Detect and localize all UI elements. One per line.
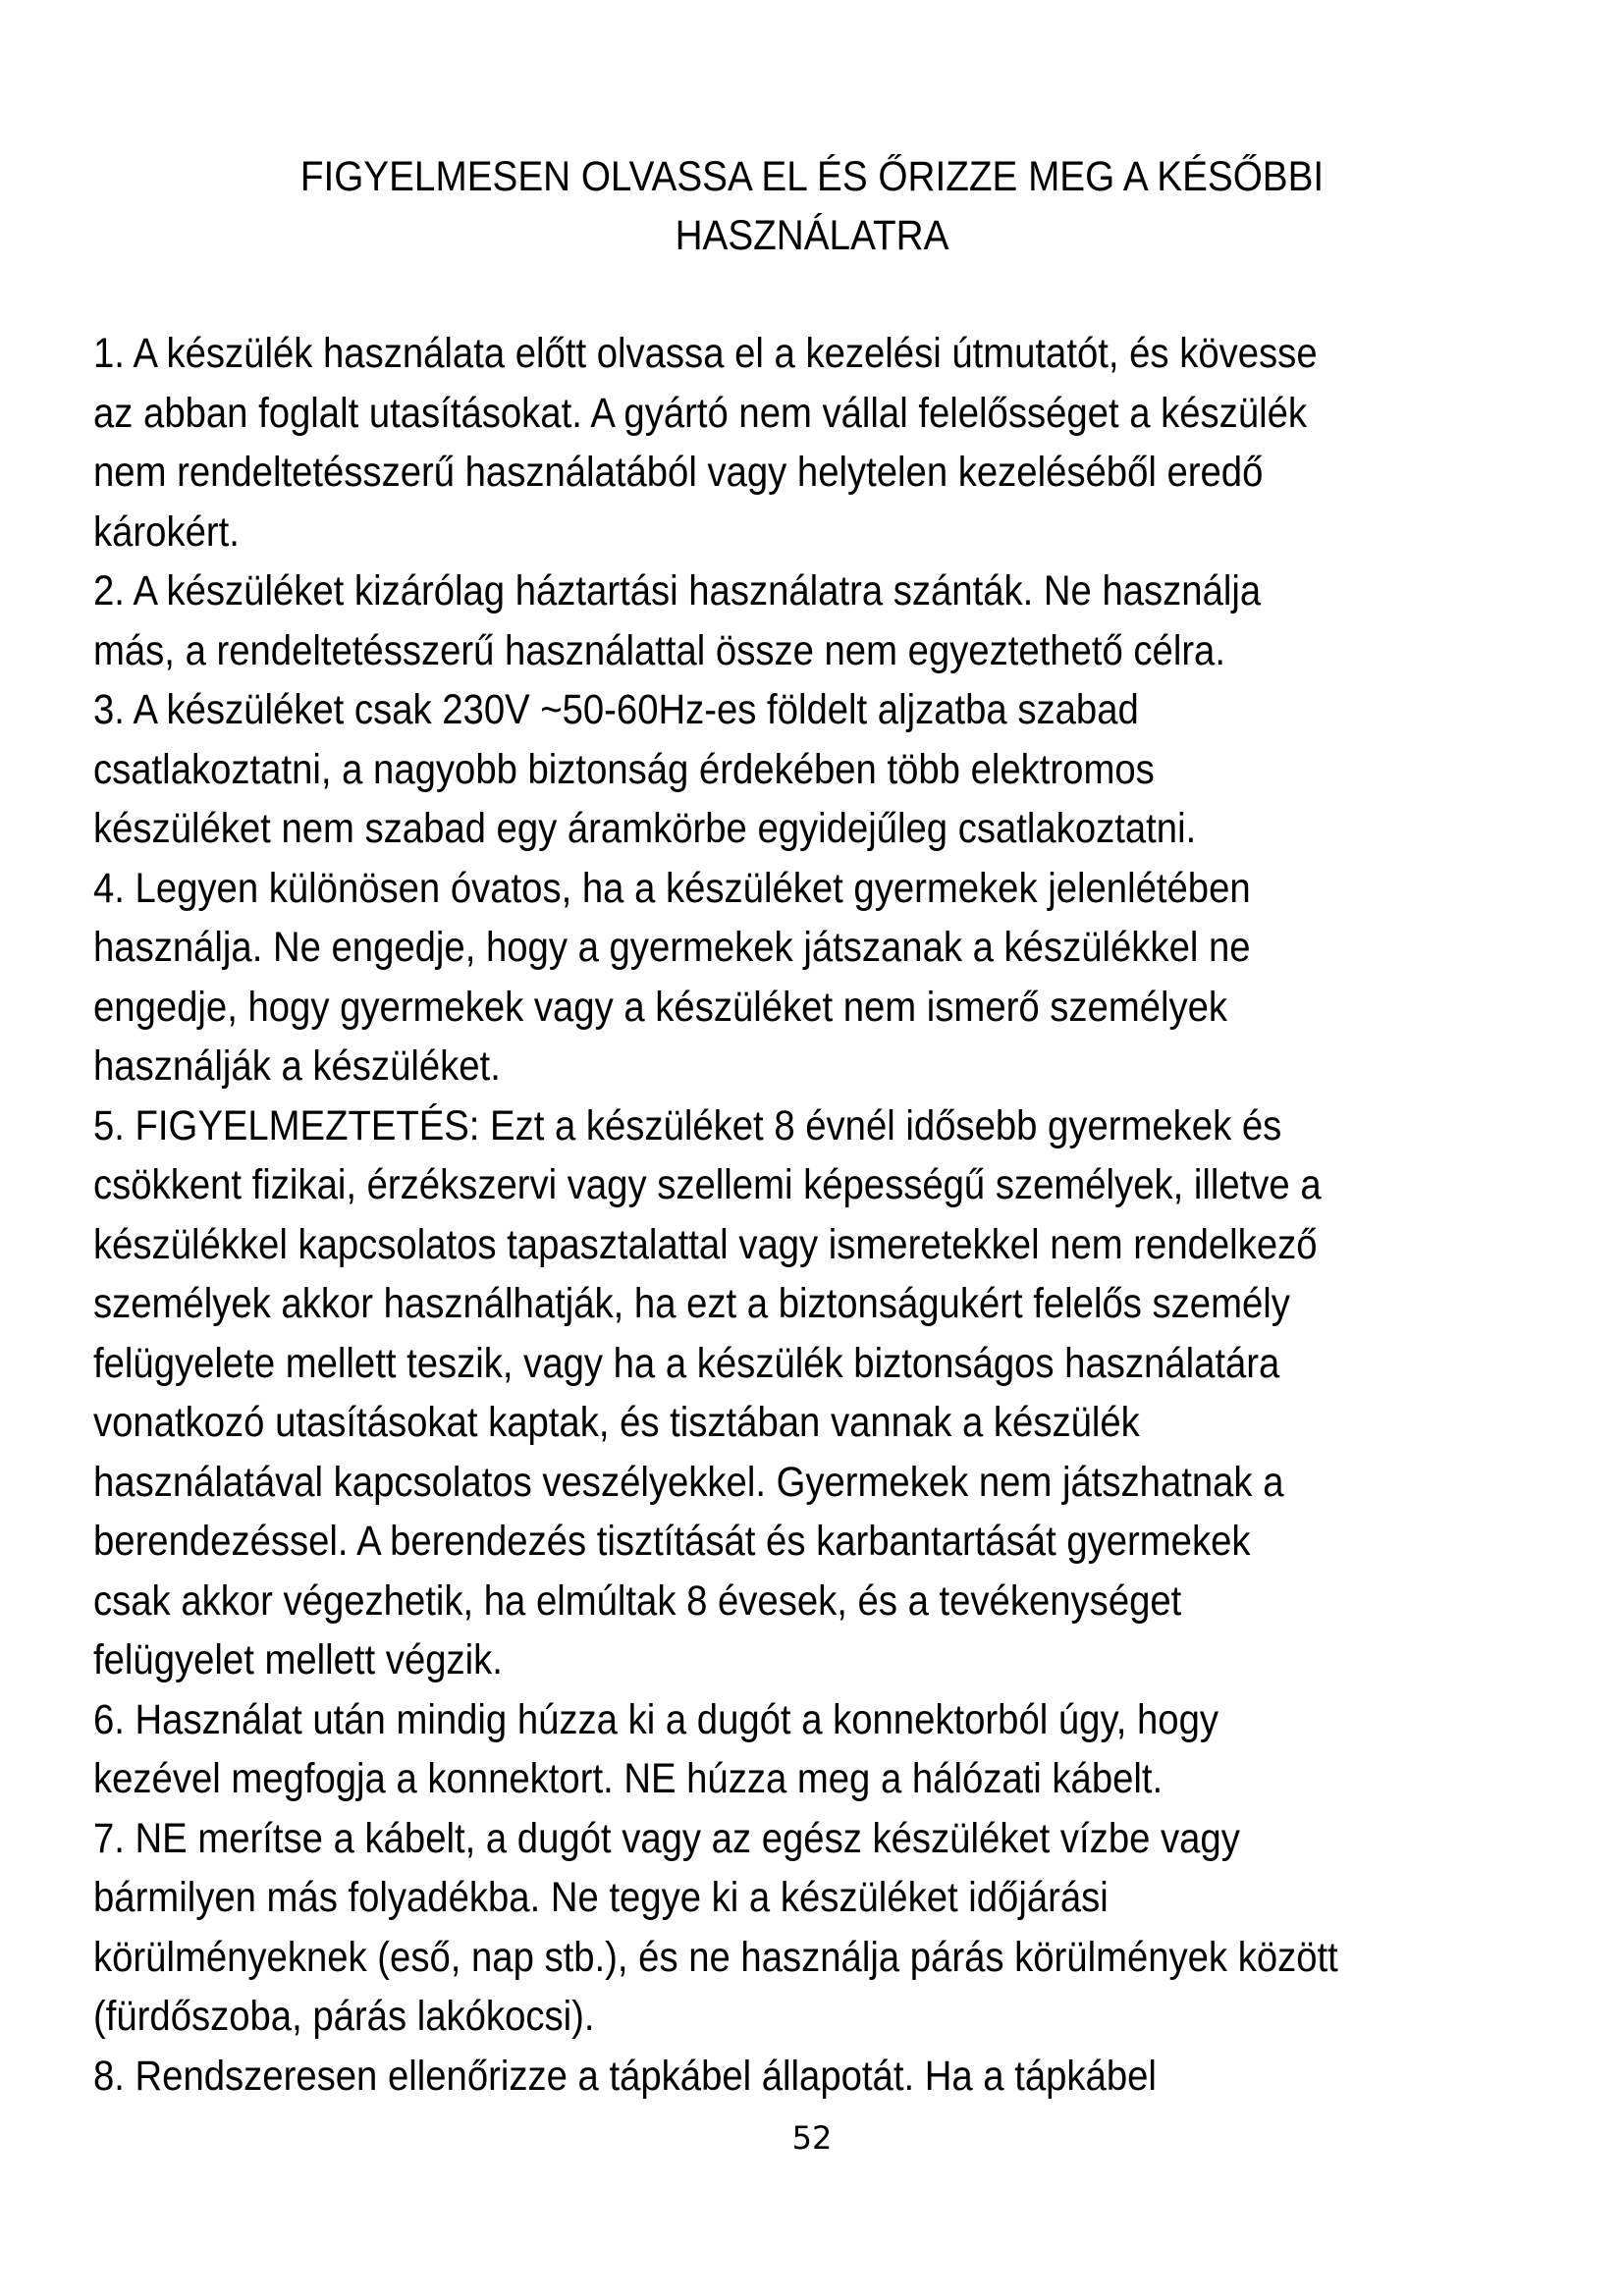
text-line: körülményeknek (eső, nap stb.), és ne használja párás körülmények között <box>93 1933 1338 1981</box>
text-line: használatával kapcsolatos veszélyekkel. Gyermekek nem játszhatnak a <box>93 1458 1284 1506</box>
text-line: felügyelete mellett teszik, vagy ha a készülék biztonságos használatára <box>93 1339 1280 1387</box>
text-line: nem rendeltetésszerű használatából vagy helytelen kezeléséből eredő <box>93 449 1264 496</box>
text-line: engedje, hogy gyermekek vagy a készüléket nem ismerő személyek <box>93 983 1228 1031</box>
text-line: 7. NE merítse a kábelt, a dugót vagy az egész készüléket vízbe vagy <box>93 1814 1240 1862</box>
text-line: károkért. <box>93 507 240 556</box>
text-line: 3. A készüléket csak 230V ~50-60Hz-es földelt aljzatba szabad <box>93 686 1139 733</box>
text-line: csak akkor végezhetik, ha elmúltak 8 évesek, és a tevékenységet <box>93 1576 1182 1625</box>
text-line: használják a készüléket. <box>93 1042 501 1090</box>
text-line: más, a rendeltetésszerű használattal össze nem egyeztethető célra. <box>93 626 1225 674</box>
text-line: 4. Legyen különösen óvatos, ha a készüléket gyermekek jelenlétében <box>93 864 1251 912</box>
text-line: 5. FIGYELMEZTETÉS: Ezt a készüléket 8 évnél idősebb gyermekek és <box>93 1101 1282 1149</box>
text-line: 2. A készüléket kizárólag háztartási használatra szánták. Ne használja <box>93 567 1262 614</box>
text-line: 6. Használat után mindig húzza ki a dugót a konnektorból úgy, hogy <box>93 1695 1219 1743</box>
text-line: személyek akkor használhatják, ha ezt a biztonságukért felelős személy <box>93 1280 1290 1327</box>
text-line: 1. A készülék használata előtt olvassa el a kezelési útmutatót, és kövesse <box>93 330 1318 377</box>
text-line: vonatkozó utasításokat kaptak, és tisztában vannak a készülék <box>93 1399 1140 1446</box>
title-line-1: FIGYELMESEN OLVASSA EL ÉS ŐRIZZE MEG A KÉSŐBBI <box>299 153 1325 200</box>
page-title <box>81 147 1543 265</box>
text-line: 8. Rendszeresen ellenőrizze a tápkábel állapotát. Ha a tápkábel <box>93 2052 1157 2100</box>
text-line: csatlakoztatni, a nagyobb biztonság érdekében több elektromos <box>93 745 1155 793</box>
text-line: az abban foglalt utasításokat. A gyártó nem vállal felelősséget a készülék <box>93 389 1308 437</box>
instructions-body <box>93 324 1491 2106</box>
text-line: készülékkel kapcsolatos tapasztalattal vagy ismeretekkel nem rendelkező <box>93 1220 1318 1268</box>
title-line-2: HASZNÁLATRA <box>675 212 949 259</box>
text-line: bármilyen más folyadékba. Ne tegye ki a készüléket időjárási <box>93 1874 1109 1921</box>
text-line: (fürdőszoba, párás lakókocsi). <box>93 1993 595 2040</box>
text-line: berendezéssel. A berendezés tisztítását és karbantartását gyermekek <box>93 1518 1251 1565</box>
text-line: használja. Ne engedje, hogy a gyermekek játszanak a készülékkel ne <box>93 924 1251 971</box>
page-number: 52 <box>791 2119 833 2157</box>
text-line: csökkent fizikai, érzékszervi vagy szellemi képességű személyek, illetve a <box>93 1161 1322 1208</box>
text-line: felügyelet mellett végzik. <box>93 1636 503 1683</box>
text-line: készüléket nem szabad egy áramkörbe egyidejűleg csatlakoztatni. <box>93 805 1197 852</box>
text-line: kezével megfogja a konnektort. NE húzza meg a hálózati kábelt. <box>93 1755 1164 1802</box>
